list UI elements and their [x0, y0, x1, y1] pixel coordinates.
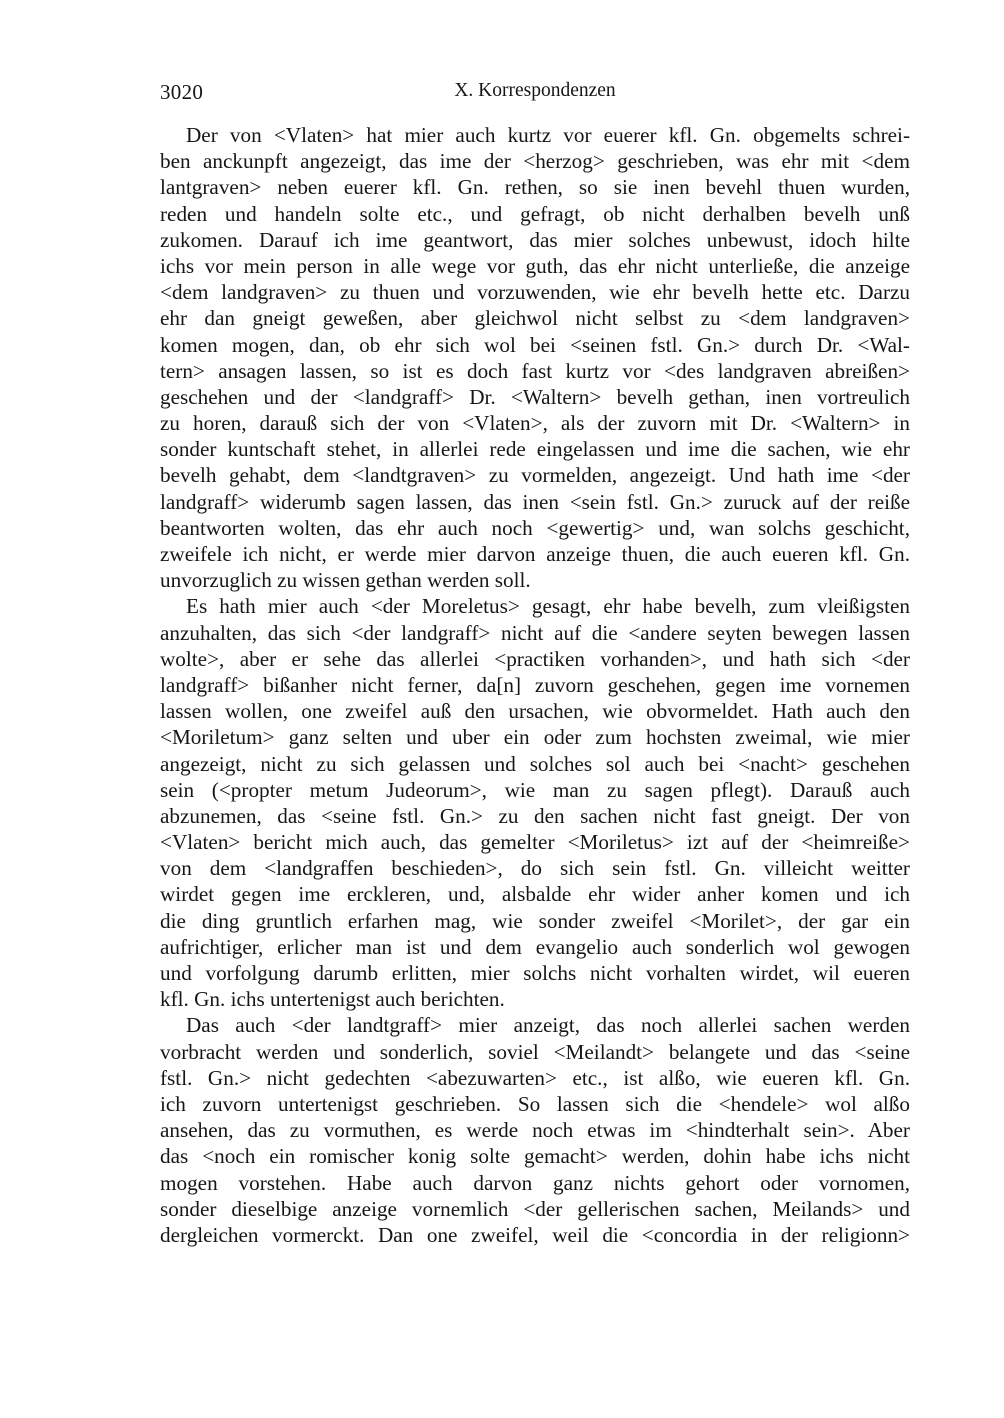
paragraph	[160, 593, 910, 1012]
text-line: ehr dan gneigt geweßen, aber gleichwol nicht selbst zu <dem landgraven>	[160, 306, 910, 331]
text-line: sonder dieselbige anzeige vornemlich <der gellerischen sachen, Meilands> und	[160, 1196, 910, 1221]
text-line: sein (<propter metum Judeorum>, wie man zu sagen pflegt). Darauß auch	[160, 777, 910, 802]
text-line: <Moriletum> ganz selten und uber ein oder zum hochsten zweimal, wie mier	[160, 725, 910, 750]
text-line: tern> ansagen lassen, so ist es doch fast kurtz vor <des landgraven abreißen>	[160, 358, 910, 383]
text-line: anzuhalten, das sich <der landgraff> nicht auf die <andere seyten bewegen lassen	[160, 620, 910, 645]
text-line: ansehen, das zu vormuthen, es werde noch etwas im <hindterhalt sein>. Aber	[160, 1118, 910, 1143]
text-line: wolte>, aber er sehe das allerlei <practiken vorhanden>, und hath sich <der	[160, 646, 910, 671]
paragraph	[160, 122, 910, 593]
text-line: die ding gruntlich erfarhen mag, wie sonder zweifel <Morilet>, der gar ein	[160, 908, 910, 933]
text-line: fstl. Gn.> nicht gedechten <abezuwarten> etc., ist alßo, wie eueren kfl. Gn.	[160, 1065, 910, 1090]
text-line: landgraff> bißanher nicht ferner, da[n] zuvorn geschehen, gegen ime vornemen	[160, 672, 910, 697]
text-line: ben anckunpft angezeigt, das ime der <herzog> geschrieben, was ehr mit <dem	[160, 149, 910, 174]
text-line: angezeigt, nicht zu sich gelassen und solches sol auch bei <nacht> geschehen	[160, 751, 910, 776]
text-line: bevelh gehabt, dem <landtgraven> zu vormelden, angezeigt. Und hath ime <der	[160, 463, 910, 488]
text-line: mogen vorstehen. Habe auch darvon ganz nichts gehort oder vornomen,	[160, 1170, 910, 1195]
text-line: zukomen. Darauf ich ime geantwort, das mier solches unbewust, idoch hilte	[160, 227, 910, 252]
text-line: beantworten wolten, das ehr auch noch <gewertig> und, wan solchs geschicht,	[160, 515, 910, 540]
text-line: unvorzuglich zu wissen gethan werden soll.	[160, 568, 531, 593]
text-line: lantgraven> neben euerer kfl. Gn. rethen, so sie inen bevehl thuen wurden,	[160, 175, 910, 200]
text-line: kfl. Gn. ichs untertenigst auch berichten.	[160, 987, 505, 1012]
text-line: zu horen, darauß sich der von <Vlaten>, als der zuvorn mit Dr. <Waltern> in	[160, 411, 910, 436]
text-line: ichs vor mein person in alle wege vor guth, das ehr nicht unterließe, die anzeige	[160, 253, 910, 278]
running-head: X. Korrespondenzen	[454, 80, 616, 101]
text-line: abzunemen, das <seine fstl. Gn.> zu den sachen nicht fast gneigt. Der von	[160, 803, 910, 828]
text-line: landgraff> widerumb sagen lassen, das inen <sein fstl. Gn.> zuruck auf der reiße	[160, 489, 910, 514]
text-line: Das auch <der landtgraff> mier anzeigt, das noch allerlei sachen werden	[186, 1013, 910, 1038]
body-text	[160, 122, 910, 1248]
text-line: Es hath mier auch <der Moreletus> gesagt, ehr habe bevelh, zum vleißigsten	[186, 594, 910, 619]
text-line: von dem <landgraffen beschieden>, do sich sein fstl. Gn. villeicht weitter	[160, 856, 910, 881]
page-header	[160, 80, 910, 108]
text-line: ich zuvorn untertenigst geschrieben. So lassen sich die <hendele> wol alßo	[160, 1091, 910, 1116]
text-line: sonder kuntschaft stehet, in allerlei rede eingelassen und ime die sachen, wie ehr	[160, 437, 910, 462]
text-line: Der von <Vlaten> hat mier auch kurtz vor euerer kfl. Gn. obgemelts schrei-	[186, 123, 910, 147]
text-line: reden und handeln solte etc., und gefragt, ob nicht derhalben bevelh unß	[160, 201, 910, 226]
text-line: und vorfolgung darumb erlitten, mier solchs nicht vorhalten wirdet, wil eueren	[160, 961, 910, 985]
text-line: aufrichtiger, erlicher man ist und dem evangelio auch sonderlich wol gewogen	[160, 934, 910, 959]
text-line: wirdet gegen ime erckleren, und, alsbalde ehr wider anher komen und ich	[160, 882, 910, 907]
page-number: 3020	[160, 80, 204, 104]
text-line: lassen wollen, one zweifel auß den ursachen, wie obvormeldet. Hath auch den	[160, 699, 910, 724]
text-line: <Vlaten> bericht mich auch, das gemelter <Moriletus> izt auf der <heimreiße>	[160, 830, 910, 855]
text-line: das <noch ein romischer konig solte gemacht> werden, dohin habe ichs nicht	[160, 1144, 910, 1169]
text-line: dergleichen vormerckt. Dan one zweifel, weil die <concordia in der religionn>	[160, 1222, 910, 1247]
text-line: zweifele ich nicht, er werde mier darvon anzeige thuen, die auch eueren kfl. Gn.	[160, 542, 910, 566]
text-line: <dem landgraven> zu thuen und vorzuwenden, wie ehr bevelh hette etc. Darzu	[160, 280, 910, 305]
text-line: geschehen und der <landgraff> Dr. <Waltern> bevelh gethan, inen vortreulich	[160, 384, 910, 409]
paragraph	[160, 1012, 910, 1248]
text-line: komen mogen, dan, ob ehr sich wol bei <seinen fstl. Gn.> durch Dr. <Wal-	[160, 332, 910, 357]
text-line: vorbracht werden und sonderlich, soviel <Meilandt> belangete und das <seine	[160, 1039, 910, 1064]
